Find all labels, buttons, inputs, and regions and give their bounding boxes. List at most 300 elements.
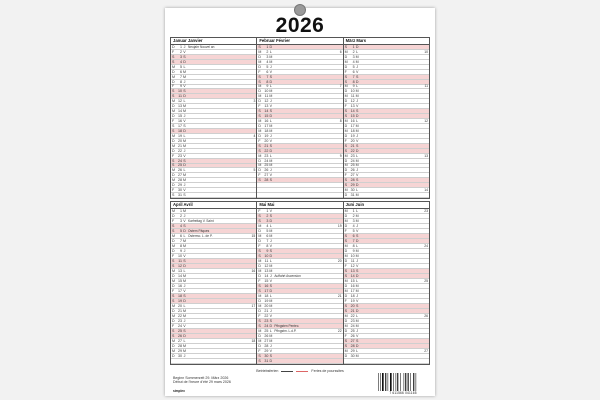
- day-number: 4: [180, 59, 182, 64]
- weekday-de: M: [344, 289, 348, 293]
- weekday-fr: V: [183, 289, 186, 293]
- day-number: 18: [350, 294, 355, 298]
- barcode-bar: [416, 373, 417, 391]
- weekday-de: F: [172, 289, 175, 293]
- day-number: 7: [266, 239, 269, 243]
- weekday-fr: M: [183, 274, 186, 278]
- week-number: 7: [339, 84, 342, 89]
- day-number: 2: [180, 49, 182, 54]
- day-rows: [171, 45, 256, 198]
- weekday-fr: S: [183, 123, 186, 128]
- weekday-de: M: [172, 314, 175, 318]
- day-number: 1: [180, 209, 182, 213]
- weekday-fr: J: [183, 284, 186, 288]
- weekday-de: D: [172, 104, 175, 109]
- day-number: 2: [352, 49, 355, 54]
- weekday-de: D: [344, 224, 348, 228]
- month-header: März Mars: [344, 38, 429, 45]
- day-number: 30: [178, 188, 182, 193]
- day-number: 9: [352, 249, 355, 253]
- month-column: [170, 37, 257, 199]
- weekday-de: S: [258, 354, 261, 358]
- weekday-fr: V: [183, 119, 186, 124]
- weekday-fr: L: [269, 259, 272, 263]
- day-number: 28: [178, 344, 182, 348]
- day-number: 30: [350, 188, 355, 193]
- month-header: Mai Mai: [257, 202, 342, 209]
- barcode-bar: [404, 373, 405, 391]
- day-number: 6: [266, 69, 269, 74]
- weekday-de: M: [344, 128, 348, 133]
- weekday-de: D: [172, 309, 175, 313]
- weekday-de: D: [172, 44, 175, 49]
- week-number: 8: [339, 119, 342, 124]
- weekday-fr: L: [356, 153, 359, 158]
- day-number: 6: [266, 234, 269, 238]
- weekday-de: M: [258, 224, 262, 228]
- weekday-fr: V: [269, 349, 273, 353]
- day-number: 7: [180, 74, 182, 79]
- weekday-fr: L: [356, 188, 359, 193]
- weekday-fr: D: [269, 219, 273, 223]
- day-number: 29: [178, 349, 182, 353]
- day-number: 27: [264, 339, 269, 343]
- weekday-de: S: [258, 148, 261, 153]
- weekday-de: M: [344, 349, 348, 353]
- day-number: 27: [350, 339, 355, 343]
- weekday-fr: M: [355, 59, 359, 64]
- week-number: 18: [251, 339, 256, 343]
- year-title: 2026: [275, 14, 325, 37]
- weekday-de: F: [258, 279, 261, 283]
- weekday-fr: D: [183, 163, 186, 168]
- weekday-fr: L: [356, 209, 359, 213]
- weekday-de: M: [258, 234, 262, 238]
- weekday-fr: V: [269, 279, 273, 283]
- weekday-de: M: [258, 294, 262, 298]
- day-number: 28: [350, 178, 355, 183]
- day-number: 2: [352, 214, 355, 218]
- day-number: 19: [264, 299, 269, 303]
- weekday-fr: V: [355, 138, 359, 143]
- day-number: 21: [350, 143, 355, 148]
- day-number: 19: [178, 133, 182, 138]
- day-number: 25: [178, 163, 182, 168]
- day-number: 8: [352, 244, 355, 248]
- weekday-fr: M: [183, 74, 186, 79]
- week-number: 11: [424, 84, 428, 89]
- weekday-de: S: [258, 214, 261, 218]
- weekday-de: M: [258, 128, 262, 133]
- month-column: [344, 201, 430, 365]
- weekday-fr: M: [269, 264, 273, 268]
- day-number: 31: [264, 359, 269, 363]
- weekday-fr: L: [356, 279, 359, 283]
- weekday-de: D: [258, 229, 261, 233]
- day-number: 23: [350, 319, 355, 323]
- weekday-fr: M: [355, 89, 359, 94]
- month-header: Januar Janvier: [171, 38, 256, 45]
- day-number: 10: [264, 89, 269, 94]
- weekday-de: M: [344, 188, 348, 193]
- month-column: [170, 201, 257, 365]
- weekday-de: D: [172, 249, 175, 253]
- week-number: 17: [251, 304, 256, 308]
- weekday-de: F: [258, 244, 261, 248]
- week-number: 25: [424, 279, 428, 283]
- weekday-fr: M: [183, 349, 186, 353]
- day-number: 6: [352, 234, 355, 238]
- weekday-de: D: [344, 354, 348, 358]
- weekday-fr: J: [269, 99, 272, 104]
- weekday-de: M: [258, 163, 262, 168]
- day-number: 29: [264, 349, 269, 353]
- day-number: 18: [178, 294, 182, 298]
- weekday-fr: M: [269, 89, 273, 94]
- day-number: 8: [180, 244, 182, 248]
- weekday-de: D: [258, 334, 261, 338]
- day-number: 24: [264, 324, 269, 328]
- day-number: 15: [350, 114, 355, 119]
- weekday-de: M: [344, 314, 348, 318]
- weekday-fr: L: [269, 84, 272, 89]
- weekday-fr: S: [355, 234, 359, 238]
- weekday-de: S: [172, 334, 175, 338]
- week-number: 5: [253, 168, 256, 173]
- day-number: 31: [350, 193, 355, 198]
- day-number: 20: [264, 138, 269, 143]
- legend: [225, 368, 375, 374]
- day-number: 19: [350, 299, 355, 303]
- weekday-fr: M: [269, 269, 273, 273]
- week-number: 19: [337, 224, 342, 228]
- week-number: 26: [424, 314, 428, 318]
- weekday-de: M: [258, 269, 262, 273]
- weekday-de: D: [258, 54, 261, 59]
- weekday-de: M: [172, 133, 175, 138]
- day-number: 8: [352, 79, 355, 84]
- day-number: 25: [350, 329, 355, 333]
- empty-row: [344, 359, 429, 364]
- weekday-fr: V: [269, 173, 273, 178]
- weekday-de: D: [344, 158, 348, 163]
- weekday-fr: S: [269, 214, 273, 218]
- weekday-fr: D: [269, 359, 273, 363]
- weekday-de: S: [172, 294, 175, 298]
- weekday-fr: M: [355, 319, 359, 323]
- weekday-fr: L: [183, 304, 186, 308]
- weekday-de: S: [258, 289, 261, 293]
- weekday-de: M: [172, 269, 175, 273]
- weekday-de: M: [344, 119, 348, 124]
- day-rows: [257, 45, 342, 198]
- weekday-fr: D: [183, 299, 186, 303]
- barcode-bar: [400, 373, 401, 391]
- weekday-de: M: [172, 99, 175, 104]
- weekday-de: S: [172, 128, 175, 133]
- week-number: 27: [424, 349, 428, 353]
- weekday-de: F: [258, 173, 261, 178]
- weekday-de: S: [172, 123, 175, 128]
- weekday-fr: M: [183, 244, 186, 248]
- day-number: 9: [352, 84, 355, 89]
- weekday-fr: S: [269, 74, 273, 79]
- weekday-de: S: [344, 79, 348, 84]
- weekday-de: F: [258, 69, 261, 74]
- day-number: 22: [178, 148, 182, 153]
- weekday-de: D: [258, 64, 261, 69]
- weekday-fr: M: [269, 123, 273, 128]
- day-number: 1: [352, 209, 355, 213]
- weekday-fr: J: [183, 183, 186, 188]
- week-number: 21: [337, 294, 342, 298]
- day-number: 23: [264, 153, 269, 158]
- day-number: 5: [180, 64, 182, 69]
- legend-right-label: Feries de pourssites: [311, 369, 344, 373]
- weekday-fr: L: [356, 49, 359, 54]
- weekday-de: D: [344, 319, 348, 323]
- weekday-fr: S: [269, 143, 273, 148]
- day-number: 7: [352, 74, 355, 79]
- dst-note: [173, 376, 231, 385]
- weekday-de: D: [258, 99, 261, 104]
- day-number: 13: [178, 104, 182, 109]
- weekday-de: F: [344, 264, 347, 268]
- weekday-fr: J: [269, 274, 272, 278]
- weekday-fr: V: [269, 138, 273, 143]
- weekday-fr: J: [269, 168, 272, 173]
- barcode-bar: [396, 373, 397, 391]
- barcode: [377, 373, 429, 391]
- day-number: 21: [264, 309, 269, 313]
- weekday-de: S: [258, 249, 261, 253]
- week-number: 15: [251, 234, 256, 238]
- weekday-de: D: [172, 344, 175, 348]
- weekday-fr: S: [183, 294, 186, 298]
- day-number: 21: [178, 143, 182, 148]
- weekday-de: S: [344, 114, 348, 119]
- day-number: 6: [180, 69, 182, 74]
- weekday-fr: V: [269, 69, 273, 74]
- weekday-de: D: [344, 99, 348, 104]
- weekday-fr: D: [269, 289, 273, 293]
- week-number: 10: [424, 49, 428, 54]
- weekday-fr: J: [183, 114, 186, 119]
- holiday-note: Neujahr Nouvel an: [188, 44, 215, 49]
- weekday-de: D: [258, 274, 261, 278]
- weekday-fr: M: [355, 123, 359, 128]
- week-number: 20: [337, 259, 342, 263]
- day-number: 22: [350, 148, 355, 153]
- weekday-de: F: [172, 49, 175, 54]
- day-rows: [344, 209, 429, 364]
- week-number: 14: [424, 188, 428, 193]
- weekday-fr: V: [183, 84, 186, 89]
- day-number: 14: [264, 109, 269, 114]
- day-number: 17: [264, 123, 269, 128]
- weekday-fr: S: [269, 109, 273, 114]
- day-number: 25: [264, 329, 269, 333]
- day-number: 1: [266, 44, 269, 49]
- weekday-de: F: [258, 209, 261, 213]
- day-number: 9: [266, 249, 269, 253]
- day-number: 12: [264, 99, 269, 104]
- day-number: 24: [350, 324, 355, 328]
- day-number: 26: [350, 168, 355, 173]
- day-number: 22: [264, 314, 269, 318]
- day-number: 19: [350, 133, 355, 138]
- weekday-de: S: [172, 163, 175, 168]
- weekday-de: S: [172, 229, 175, 233]
- weekday-fr: M: [183, 309, 186, 313]
- day-row: [344, 193, 429, 198]
- weekday-fr: S: [183, 54, 186, 59]
- weekday-de: M: [344, 84, 348, 89]
- weekday-fr: D: [183, 128, 186, 133]
- weekday-de: D: [172, 319, 175, 323]
- day-number: 26: [178, 168, 182, 173]
- day-number: 20: [350, 138, 355, 143]
- weekday-de: M: [172, 349, 175, 353]
- weekday-fr: M: [269, 304, 273, 308]
- week-number: 9: [339, 153, 342, 158]
- weekday-fr: D: [183, 264, 186, 268]
- weekday-fr: D: [355, 114, 359, 119]
- day-number: 4: [352, 59, 355, 64]
- weekday-fr: V: [183, 188, 186, 193]
- weekday-fr: V: [183, 254, 186, 258]
- weekday-fr: L: [269, 329, 272, 333]
- week-number: 23: [424, 209, 428, 213]
- day-number: 18: [264, 294, 269, 298]
- weekday-de: S: [344, 183, 348, 188]
- holiday-note: Pfingsten Pentec.: [274, 324, 300, 328]
- day-number: 21: [178, 309, 182, 313]
- day-number: 29: [178, 183, 182, 188]
- day-row: [171, 193, 256, 198]
- weekday-de: S: [258, 319, 261, 323]
- weekday-de: M: [258, 329, 262, 333]
- weekday-fr: M: [183, 178, 186, 183]
- day-number: 15: [264, 279, 269, 283]
- weekday-fr: L: [356, 119, 359, 124]
- weekday-fr: M: [355, 324, 359, 328]
- day-number: 12: [350, 264, 355, 268]
- day-number: 29: [350, 349, 355, 353]
- weekday-fr: M: [355, 254, 359, 258]
- weekday-fr: M: [183, 314, 186, 318]
- month-column: [257, 37, 343, 199]
- week-number: 3: [253, 99, 256, 104]
- weekday-fr: J: [269, 344, 272, 348]
- weekday-fr: M: [183, 143, 186, 148]
- weekday-fr: M: [269, 229, 273, 233]
- weekday-fr: M: [183, 239, 186, 243]
- weekday-de: D: [344, 54, 348, 59]
- day-number: 27: [178, 173, 182, 178]
- weekday-fr: L: [356, 314, 359, 318]
- week-number: 24: [424, 244, 428, 248]
- weekday-fr: V: [183, 324, 186, 328]
- day-number: 9: [180, 84, 182, 89]
- weekday-de: F: [172, 119, 175, 124]
- week-number: 16: [251, 269, 256, 273]
- weekday-fr: S: [269, 319, 273, 323]
- week-number: 4: [253, 133, 256, 138]
- weekday-de: D: [344, 193, 348, 198]
- barcode-bar: [385, 373, 386, 391]
- barcode-bar: [393, 373, 394, 391]
- weekday-de: S: [258, 254, 261, 258]
- day-number: 11: [264, 259, 269, 263]
- weekday-de: S: [172, 59, 175, 64]
- weekday-de: D: [344, 123, 348, 128]
- day-number: 4: [352, 224, 355, 228]
- day-number: 3: [266, 219, 269, 223]
- weekday-de: M: [344, 49, 348, 54]
- day-number: 2: [180, 214, 182, 218]
- weekday-fr: V: [355, 334, 359, 338]
- day-number: 3: [180, 54, 182, 59]
- day-number: 8: [266, 244, 269, 248]
- day-number: 13: [264, 269, 269, 273]
- day-number: 23: [178, 153, 182, 158]
- weekday-fr: D: [183, 94, 186, 99]
- weekday-fr: M: [269, 54, 273, 59]
- weekday-fr: M: [355, 128, 359, 133]
- weekday-fr: V: [183, 219, 186, 223]
- weekday-fr: L: [269, 153, 272, 158]
- weekday-de: S: [172, 264, 175, 268]
- weekday-de: S: [258, 359, 261, 363]
- day-number: 23: [264, 319, 269, 323]
- weekday-de: D: [258, 168, 261, 173]
- weekday-de: D: [344, 259, 348, 263]
- weekday-fr: D: [183, 59, 186, 64]
- day-row: [257, 359, 342, 364]
- weekday-fr: V: [355, 104, 359, 109]
- day-rows: [171, 209, 256, 364]
- weekday-de: S: [344, 44, 348, 49]
- day-number: 25: [350, 163, 355, 168]
- weekday-de: F: [344, 173, 347, 178]
- day-number: 25: [178, 329, 182, 333]
- weekday-fr: D: [355, 183, 359, 188]
- day-number: 11: [350, 259, 355, 263]
- weekday-de: F: [172, 219, 175, 223]
- weekday-de: D: [172, 214, 175, 218]
- weekday-de: M: [258, 153, 262, 158]
- weekday-fr: J: [356, 329, 359, 333]
- weekday-de: F: [172, 188, 175, 193]
- first-half-year: [170, 37, 430, 199]
- weekday-fr: M: [355, 219, 359, 223]
- weekday-fr: M: [269, 128, 273, 133]
- day-number: 18: [178, 128, 182, 133]
- barcode-bar: [397, 373, 398, 391]
- weekday-de: F: [344, 299, 347, 303]
- day-number: 15: [350, 279, 355, 283]
- day-number: 17: [350, 289, 355, 293]
- day-number: 7: [266, 74, 269, 79]
- weekday-fr: S: [355, 304, 359, 308]
- day-number: 28: [264, 178, 269, 183]
- weekday-fr: M: [269, 234, 273, 238]
- weekday-fr: D: [269, 254, 273, 258]
- weekday-fr: L: [269, 49, 272, 54]
- weekday-de: M: [344, 163, 348, 168]
- weekday-de: S: [344, 178, 348, 183]
